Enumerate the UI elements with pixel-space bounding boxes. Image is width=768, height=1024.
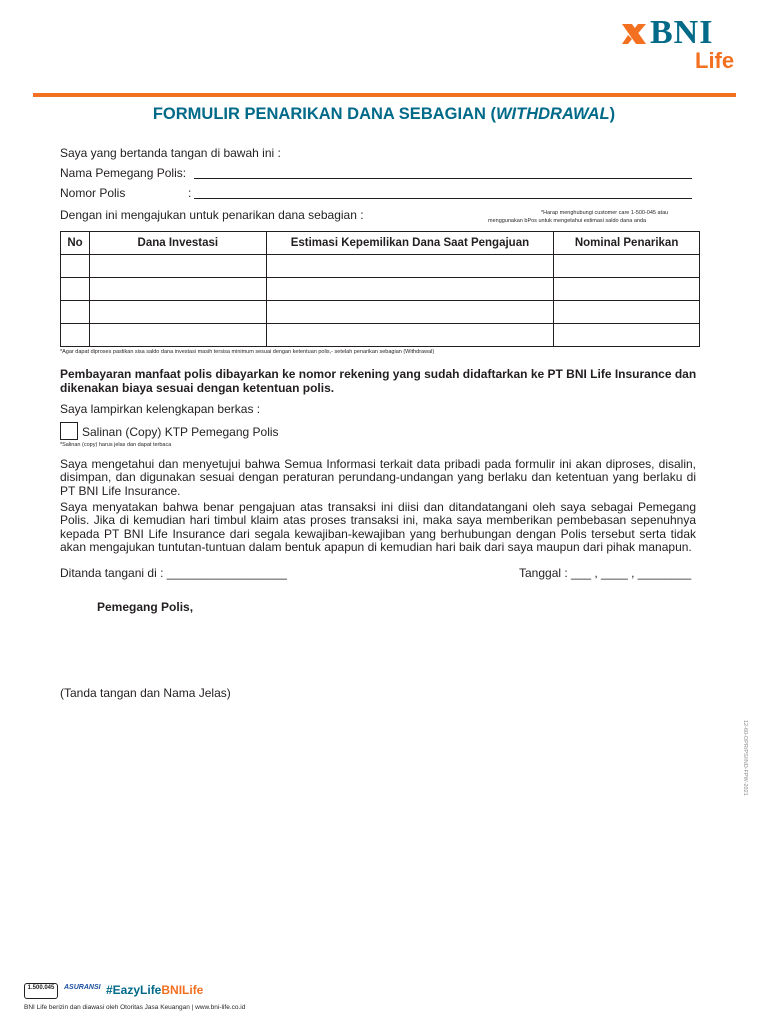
table-cell[interactable] [266,278,554,301]
holder-label: Nama Pemegang Polis: [60,166,187,180]
footer-hashtag [106,983,203,997]
table-note: *Agar dapat diproses pastikan sisa saldo dana investasi masih tersisa minimum sesuai dengan ketentuan polis,- setelah penarikan sebagian (Withdrawal) [60,349,435,355]
investment-table [60,231,700,347]
table-cell[interactable] [89,324,266,347]
col-amount: Nominal Penarikan [554,232,700,255]
col-no: No [61,232,90,255]
intro-text: Saya yang bertanda tangan di bawah ini : [60,146,281,160]
sign-caption: (Tanda tangan dan Nama Jelas) [60,686,231,700]
table-cell[interactable] [554,278,700,301]
bni-life-logo [616,14,746,80]
consent-paragraph-1: Saya mengetahui dan menyetujui bahwa Semua Informasi terkait data pribadi pada formulir ini akan diproses, disalin, disimpan, dan digunakan sesuai dengan peraturan perundang-undangan yang berlaku dan ketentuan yang berlaku di PT BNI Life Insurance. [60,457,696,498]
asuransi-logo [64,984,101,991]
bni-logo-mark-icon [620,22,648,46]
policy-colon: : [188,186,192,200]
table-cell[interactable] [554,255,700,278]
table-cell[interactable] [61,301,90,324]
holder-sign-label: Pemegang Polis, [97,600,194,614]
table-cell[interactable] [266,324,554,347]
payment-note: Pembayaran manfaat polis dibayarkan ke nomor rekening yang sudah didaftarkan ke PT BNI Life Insurance dan dikenakan biaya sesuai dengan ketentuan polis. [60,367,697,395]
title-main: FORMULIR PENARIKAN DANA SEBAGIAN ( [152,105,496,123]
hashtag-part-b: BNILife [161,983,204,997]
table-cell[interactable] [266,301,554,324]
attach-note: *Salinan (copy) harus jelas dan dapat terbaca [60,442,172,448]
consent-paragraph-2: Saya menyatakan bahwa benar pengajuan atas transaksi ini diisi dan ditandatangani oleh saya sebagai Pemegang Polis. Jika di kemudian hari timbul klaim atas proses transaksi ini, maka saya memberikan pembebasan sepenuhnya kepada PT BNI Life Insurance dari segala kewajiban-kewajiban yang berhubungan dengan Polis tersebut serta tidak akan mengajukan tuntutan-tuntuan dalam bentuk apapun di kemudian hari baik dari saya maupun dari pihak manapun. [60,500,696,554]
table-cell[interactable] [89,301,266,324]
policy-label: Nomor Polis [60,186,126,200]
footer-note: BNI Life berizin dan diawasi oleh Otoritas Jasa Keuangan | www.bni-life.co.id [24,1004,246,1011]
brand-name: BNI [650,14,714,51]
table-row [61,278,700,301]
table-row [61,301,700,324]
call-center-number: 1.500.045 [27,985,55,991]
col-fund: Dana Investasi [89,232,266,255]
title-end: ) [609,105,616,123]
brand-sub: Life [695,48,735,73]
asuransi-text: ASURANSI [64,984,101,991]
table-cell[interactable] [61,324,90,347]
attach-item-label: Salinan (Copy) KTP Pemegang Polis [82,425,279,439]
table-cell[interactable] [554,324,700,347]
hint-line-2: menggunakan bPos untuk mengetahui estimasi saldo dana anda [488,218,647,224]
attach-label: Saya lampirkan kelengkapan berkas : [60,402,261,416]
header-divider [33,93,736,97]
col-estimate: Estimasi Kepemilikan Dana Saat Pengajuan [266,232,554,255]
table-row [61,324,700,347]
signed-at-field[interactable]: Ditanda tangani di : __________________ [60,566,287,580]
table-cell[interactable] [89,255,266,278]
table-header-row [61,232,700,255]
table-cell[interactable] [89,278,266,301]
table-cell[interactable] [266,255,554,278]
table-cell[interactable] [554,301,700,324]
request-text: Dengan ini mengajukan untuk penarikan dana sebagian : [60,208,364,222]
hint-line-1: *Harap menghubungi customer care 1-500-045 atau [541,210,669,216]
table-cell[interactable] [61,255,90,278]
holder-name-field[interactable] [194,178,692,179]
date-field[interactable]: Tanggal : ___ , ____ , ________ [519,566,692,580]
form-code: 12-60-OPR/PS/IND-FPW-2021 [742,720,748,796]
policy-number-field[interactable] [194,198,692,199]
table-row [61,255,700,278]
form-title [0,105,768,124]
title-italic: WITHDRAWAL [495,105,610,123]
table-cell[interactable] [61,278,90,301]
call-center-badge [24,983,58,999]
hashtag-part-a: #EazyLife [106,983,162,997]
ktp-copy-checkbox[interactable] [60,422,78,440]
